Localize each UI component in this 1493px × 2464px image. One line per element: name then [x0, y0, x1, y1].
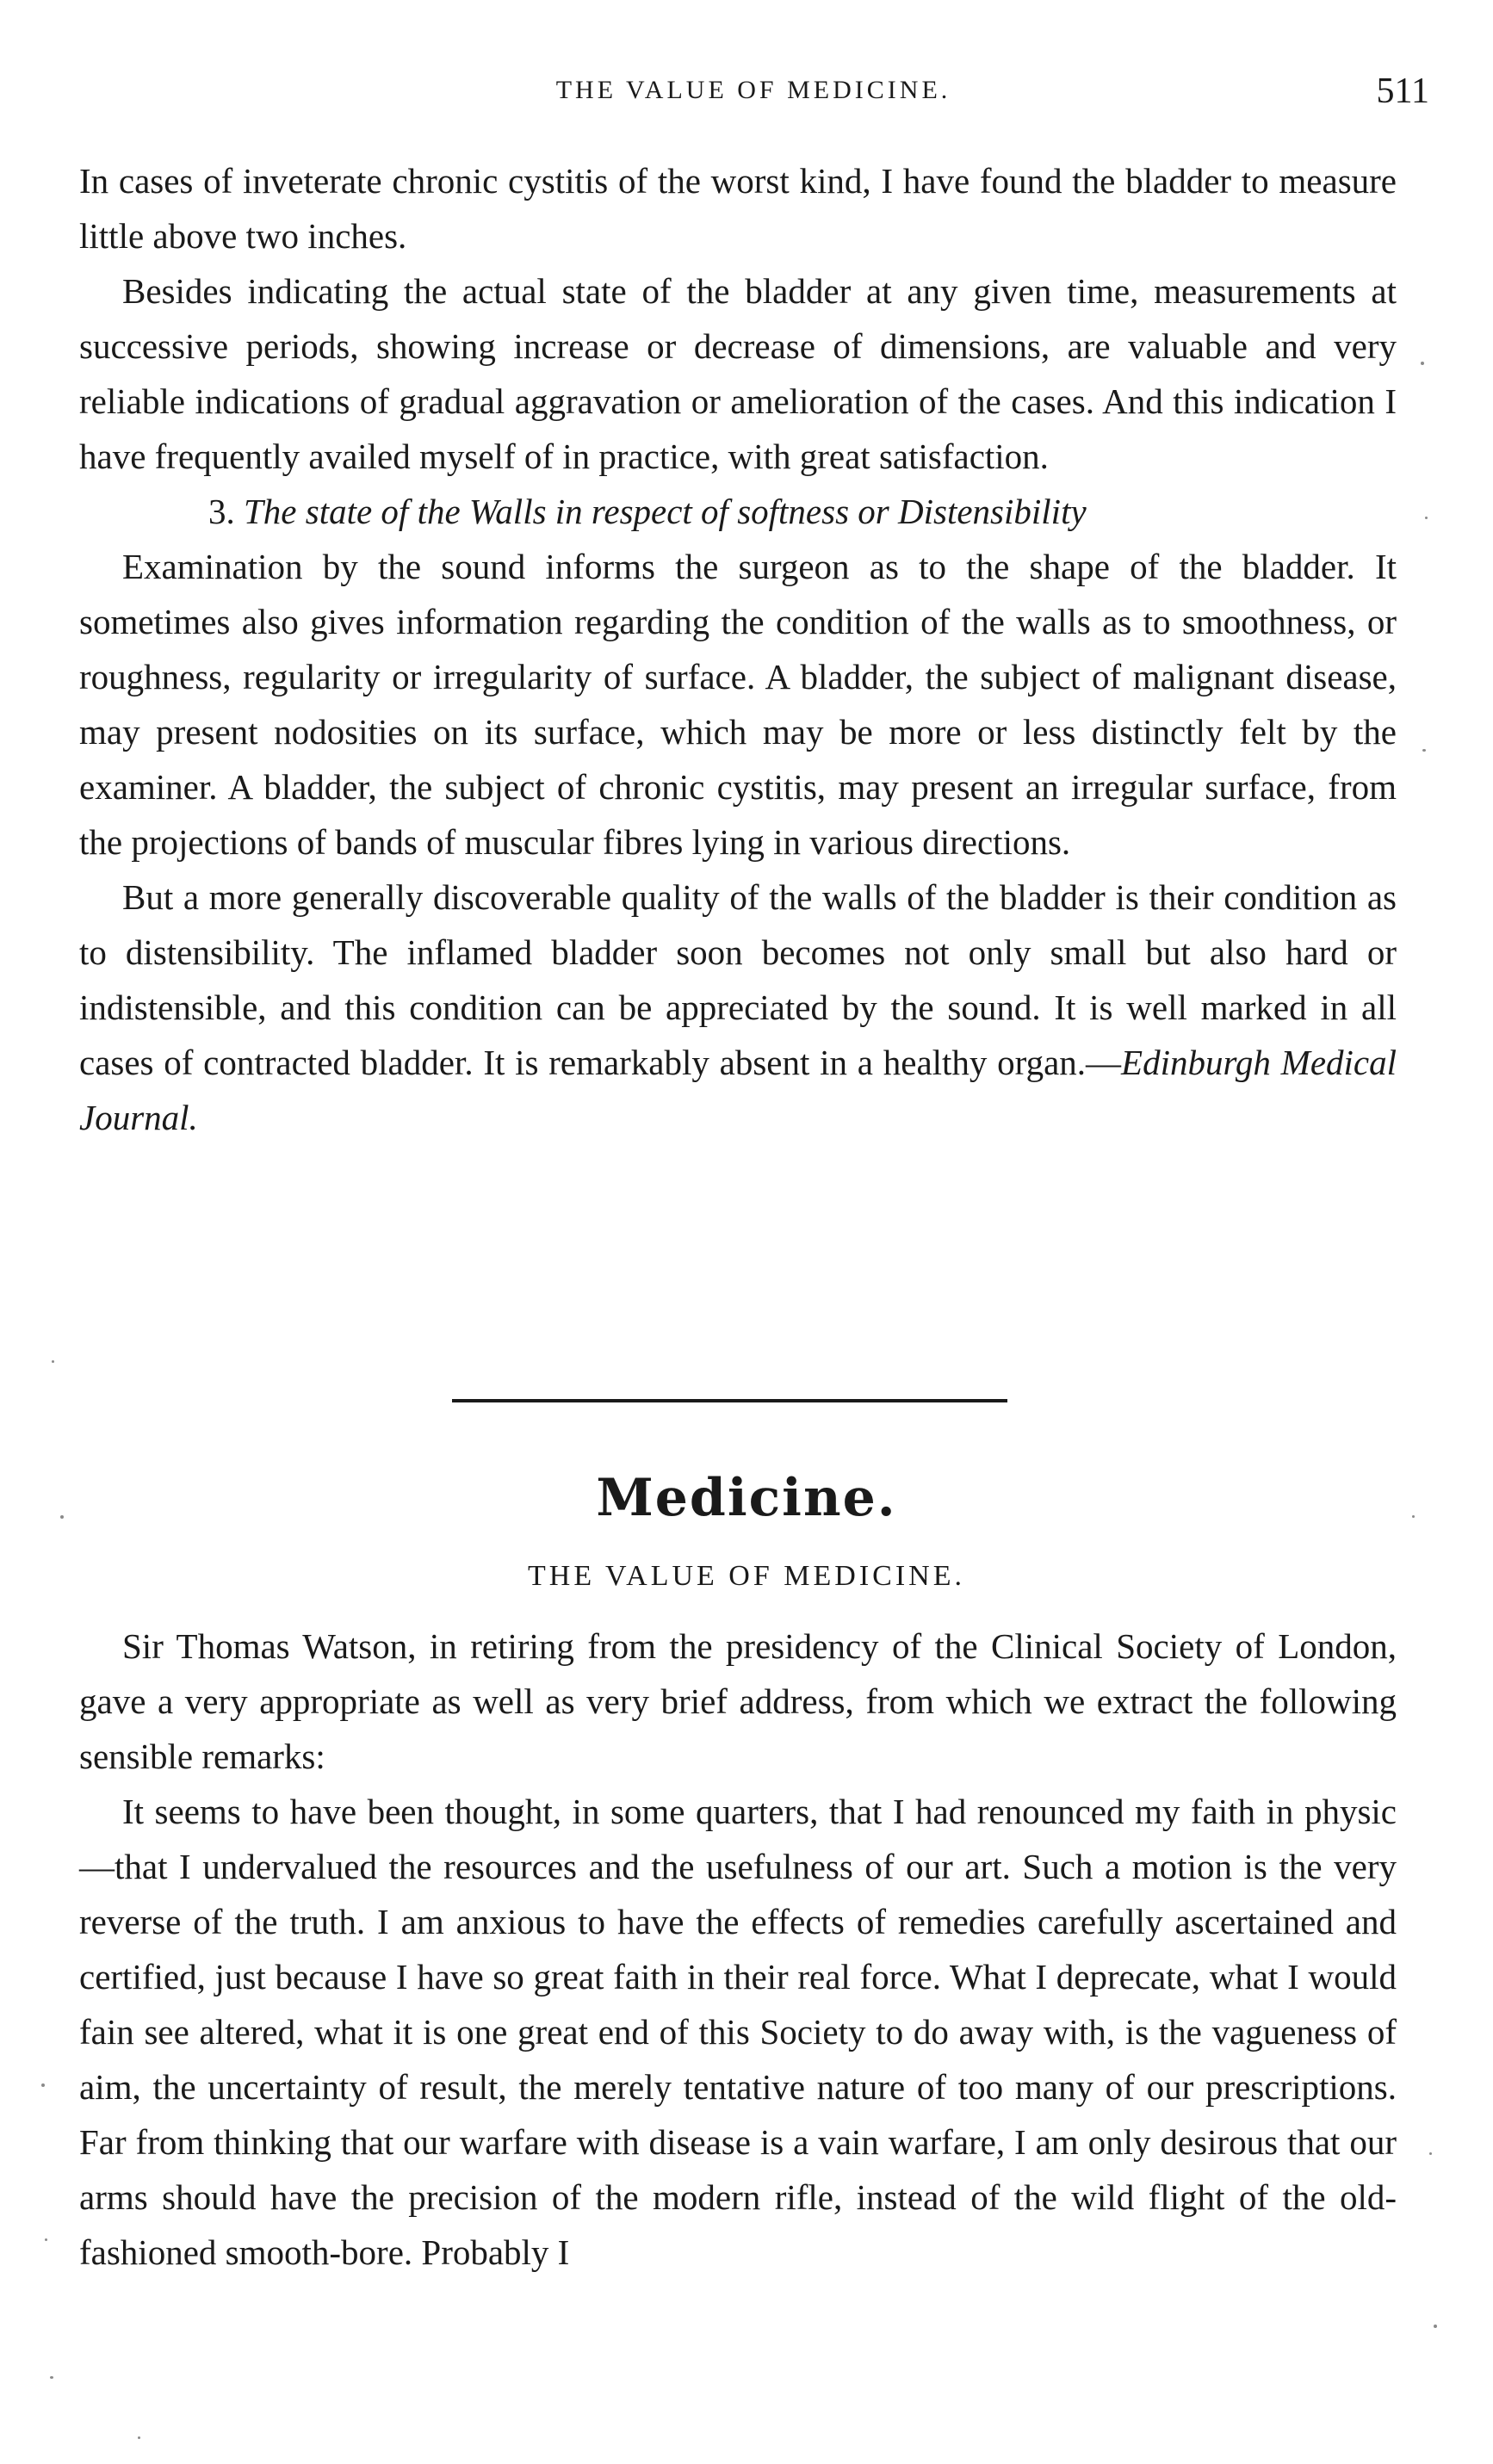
section-divider — [452, 1399, 1007, 1402]
speckle — [50, 2376, 53, 2379]
article-title: THE VALUE OF MEDICINE. — [528, 1560, 965, 1592]
paragraph: Besides indicating the actual state of the bladder at any given time, measurements at successive periods, showing increase or decrease of dimensions, are valuable and very reliable indications of gradual aggravation or amelioration of the cases. And this indication I have frequently availed myself of in practice, with great satisfaction. — [79, 271, 1397, 476]
page-number: 511 — [1376, 71, 1429, 111]
paragraph: Sir Thomas Watson, in retiring from the presidency of the Clinical Society of London, gave a very appropriate as well as very brief address, from which we extract the following sensible remarks: — [79, 1626, 1397, 1776]
speckle — [41, 2083, 45, 2087]
paragraph: Examination by the sound informs the surgeon as to the shape of the bladder. It sometimes also gives information regarding the condition of the walls as to smoothness, or roughness, regularity or irregularity of surface. A bladder, the subject of malignant disease, may present nodosities on its surface, which may be more or less distinctly felt by the examiner. A bladder, the subject of chronic cystitis, may present an irregular surface, from the projections of bands of muscular fibres lying in various directions. — [79, 547, 1397, 862]
top-article — [79, 153, 1397, 1145]
bottom-article — [79, 1619, 1397, 2280]
speckle — [1421, 362, 1424, 365]
subsection-heading — [79, 484, 1397, 539]
speckle — [45, 2238, 47, 2241]
running-header — [77, 67, 1429, 119]
source-citation: Edinburgh Medical Journal. — [79, 1043, 1397, 1137]
speckle — [138, 2436, 140, 2439]
speckle — [52, 1360, 54, 1363]
speckle — [1429, 2152, 1432, 2155]
subsection-number: 3. — [208, 492, 235, 531]
paragraph: In cases of inveterate chronic cystitis of the worst kind, I have found the bladder to measure little above two inches. — [79, 161, 1397, 256]
speckle — [1412, 1515, 1415, 1518]
speckle — [1434, 2325, 1437, 2328]
running-title: THE VALUE OF MEDICINE. — [555, 76, 951, 104]
paragraph — [79, 870, 1397, 1145]
speckle — [1422, 749, 1426, 752]
speckle — [60, 1515, 64, 1519]
section-title: Medicine. — [596, 1468, 897, 1528]
speckle — [1425, 517, 1428, 519]
subsection-title: The state of the Walls in respect of softness or Distensibility — [244, 492, 1087, 531]
paragraph-text: But a more generally discoverable quality of the walls of the bladder is their condition as to distensibility. The inflamed bladder soon becomes not only small but also hard or indistensible, and this condition can be appreciated by the sound. It is well marked in all cases of contracted bladder. It is remarkably absent in a healthy organ.— — [79, 877, 1397, 1082]
paragraph: It seems to have been thought, in some quarters, that I had renounced my faith in physic—that I undervalued the resources and the usefulness of our art. Such a motion is the very reverse of the truth. I am anxious to have the effects of remedies carefully ascertained and certified, just because I have so great faith in their real force. What I deprecate, what I would fain see altered, what it is one great end of this Society to do away with, is the vagueness of aim, the uncertainty of result, the merely tentative nature of too many of our prescriptions. Far from thinking that our warfare with disease is a vain warfare, I am only desirous that our arms should have the precision of the modern rifle, instead of the wild flight of the old-fashioned smooth-bore. Probably I — [79, 1792, 1397, 2272]
